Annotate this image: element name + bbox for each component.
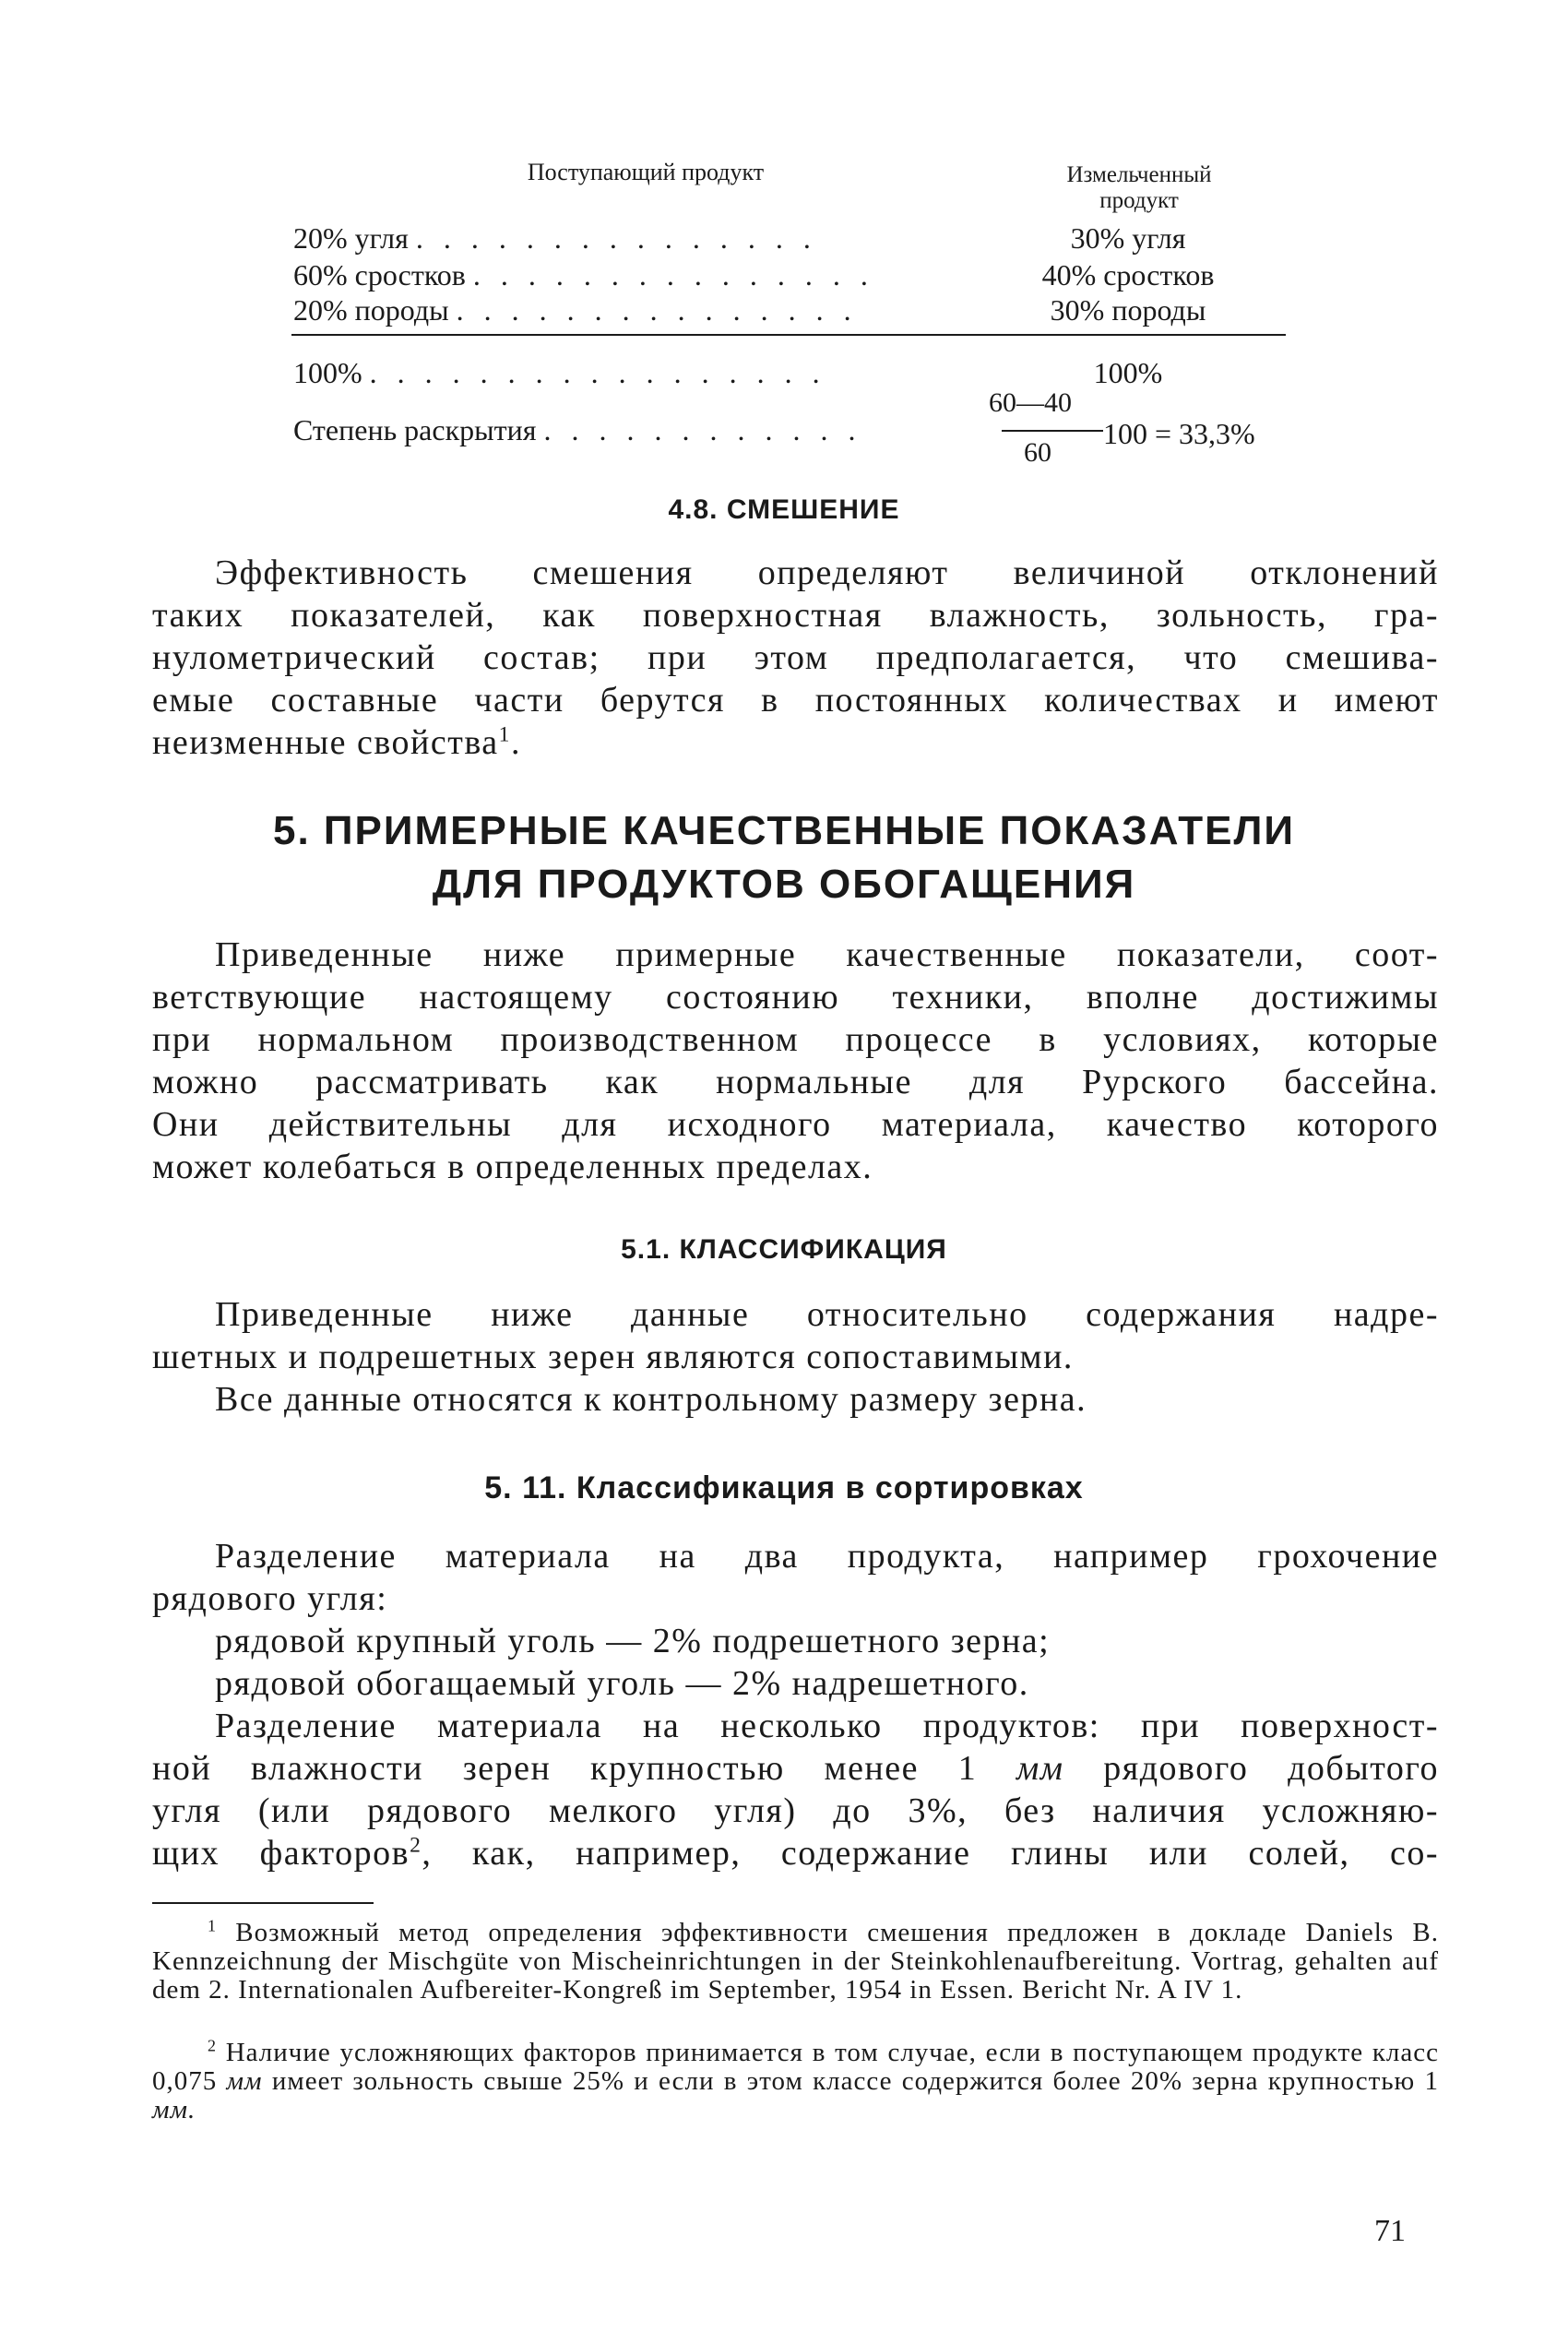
table-row-value: 30% угля: [1070, 221, 1186, 255]
text-line: Все данные относятся к контрольному размеру зерна.: [215, 1380, 1087, 1419]
text-line: можно рассматривать как нормальные для Рурского бассейна.: [152, 1063, 1439, 1101]
fraction-bar: [1002, 430, 1103, 432]
text-line: может колебаться в определенных пределах.: [152, 1148, 873, 1186]
text-line: Разделение материала на два продукта, например грохочение: [215, 1537, 1439, 1576]
table-row-label: 20% угля . . . . . . . . . . . . . . .: [293, 221, 817, 255]
text-line: таких показателей, как поверхностная влажность, зольность, гра-: [152, 596, 1439, 635]
paragraph-classification: [152, 1293, 1439, 1421]
table-header-crushed: [1001, 162, 1277, 214]
text-line: емые составные части берутся в постоянных количествах и имеют: [152, 681, 1439, 720]
text-line: Они действительны для исходного материала, качество которого: [152, 1105, 1439, 1144]
table-total-label: 100% . . . . . . . . . . . . . . . . .: [293, 356, 826, 389]
footnote-ref: 2: [410, 1833, 422, 1858]
table-row: [293, 293, 1282, 330]
paragraph-screening: [152, 1535, 1439, 1874]
table-header-crushed-line1: Измельченный: [1066, 162, 1212, 187]
fraction-denominator: 60: [1024, 437, 1051, 468]
fraction-numerator: 60—40: [989, 387, 1072, 418]
table-header-incoming: Поступающий продукт: [527, 159, 765, 185]
heading-5-11: 5. 11. Классификация в сортировках: [484, 1470, 1084, 1505]
table-row: [293, 221, 1282, 258]
text-line: щих факторов$^2$, как, например, содержание глины или солей, со-: [152, 1833, 1440, 1873]
text-line: рядового угля:: [152, 1579, 388, 1618]
text-line: при нормальном производственном процессе в условиях, которые: [152, 1020, 1439, 1059]
text-line: шетных и подрешетных зерен являются сопоставимыми.: [152, 1338, 1074, 1376]
text-line: нулометрический состав; при этом предполагается, что смешива-: [152, 638, 1439, 677]
table-total-row: [293, 356, 1282, 393]
text-line: Приведенные ниже данные относительно содержания надре-: [215, 1295, 1439, 1334]
text-line: ветствующие настоящему состоянию техники, вполне достижимы: [152, 978, 1439, 1017]
paragraph-quality-indicators: [152, 934, 1439, 1188]
text-line: ной влажности зерен крупностью менее 1 мм рядового добытого: [152, 1749, 1440, 1788]
table-header-crushed-line2: продукт: [1099, 188, 1179, 213]
footnote-ref: 1: [498, 722, 511, 747]
footnote-marker: 2: [208, 2036, 217, 2055]
text-line: Приведенные ниже примерные качественные показатели, соот-: [215, 935, 1439, 974]
footnote-1: [152, 1916, 1439, 2005]
table-row-label: 60% сростков . . . . . . . . . . . . . . .: [293, 258, 874, 292]
paragraph-mixing: [152, 552, 1439, 764]
table-row: [293, 258, 1282, 295]
list-item: рядовой крупный уголь — 2% подрешетного зерна;: [215, 1622, 1051, 1660]
footnote-marker: 1: [208, 1916, 217, 1935]
list-item: рядовой обогащаемый уголь — 2% надрешетного.: [215, 1664, 1029, 1703]
page-number: 71: [1374, 2214, 1406, 2248]
unit-mm: мм: [226, 2066, 263, 2096]
unit-mm: мм.: [152, 2095, 196, 2124]
text-line: Эффективность смешения определяют величиной отклонений: [215, 553, 1439, 592]
table-divider: [291, 334, 1286, 336]
text-line: угля (или рядового мелкого угля) до 3%, без наличия усложняю-: [152, 1791, 1439, 1830]
table-row-label: 20% породы . . . . . . . . . . . . . . .: [293, 293, 858, 327]
heading-section-5: [0, 804, 1568, 911]
footnote-text: Возможный метод определения эффективности смешения предложен в докладе Daniels B. Kennzeichnung der Mischgüte von Mischeinrichtungen in der Steinkohlenaufbereitung. Vortrag, gehalten auf dem 2. Internationalen Aufbereiter-Kongreß im September, 1954 in Essen. Bericht Nr. A IV 1.: [152, 1918, 1439, 2005]
heading-section-5-line2: ДЛЯ ПРОДУКТОВ ОБОГАЩЕНИЯ: [432, 862, 1136, 907]
heading-5-1: 5.1. КЛАССИФИКАЦИЯ: [621, 1234, 947, 1265]
footnote-2: $^2$ Наличие усложняющих факторов принимается в том случае, если в поступающем продукте класс 0,075 мм имеет зольность свыше 25% и если в этом классе содержится более 20% зерна крупностью 1 мм.: [152, 2036, 1440, 2124]
heading-section-5-line1: 5. ПРИМЕРНЫЕ КАЧЕСТВЕННЫЕ ПОКАЗАТЕЛИ: [272, 808, 1296, 853]
table-total-value: 100%: [1093, 356, 1163, 389]
unit-mm: мм: [1016, 1749, 1064, 1788]
text-line: Разделение материала на несколько продуктов: при поверхност-: [215, 1707, 1439, 1745]
degree-of-liberation-label: Степень раскрытия . . . . . . . . . . . .: [293, 413, 862, 446]
fraction-result: 100 = 33,3%: [1103, 417, 1255, 450]
table-row-value: 40% сростков: [1041, 258, 1215, 292]
heading-4-8: 4.8. СМЕШЕНИЕ: [668, 494, 900, 525]
footnote-divider: [152, 1902, 374, 1904]
table-row-value: 30% породы: [1050, 293, 1206, 327]
text-line: неизменные свойства$^1$.: [152, 722, 521, 762]
